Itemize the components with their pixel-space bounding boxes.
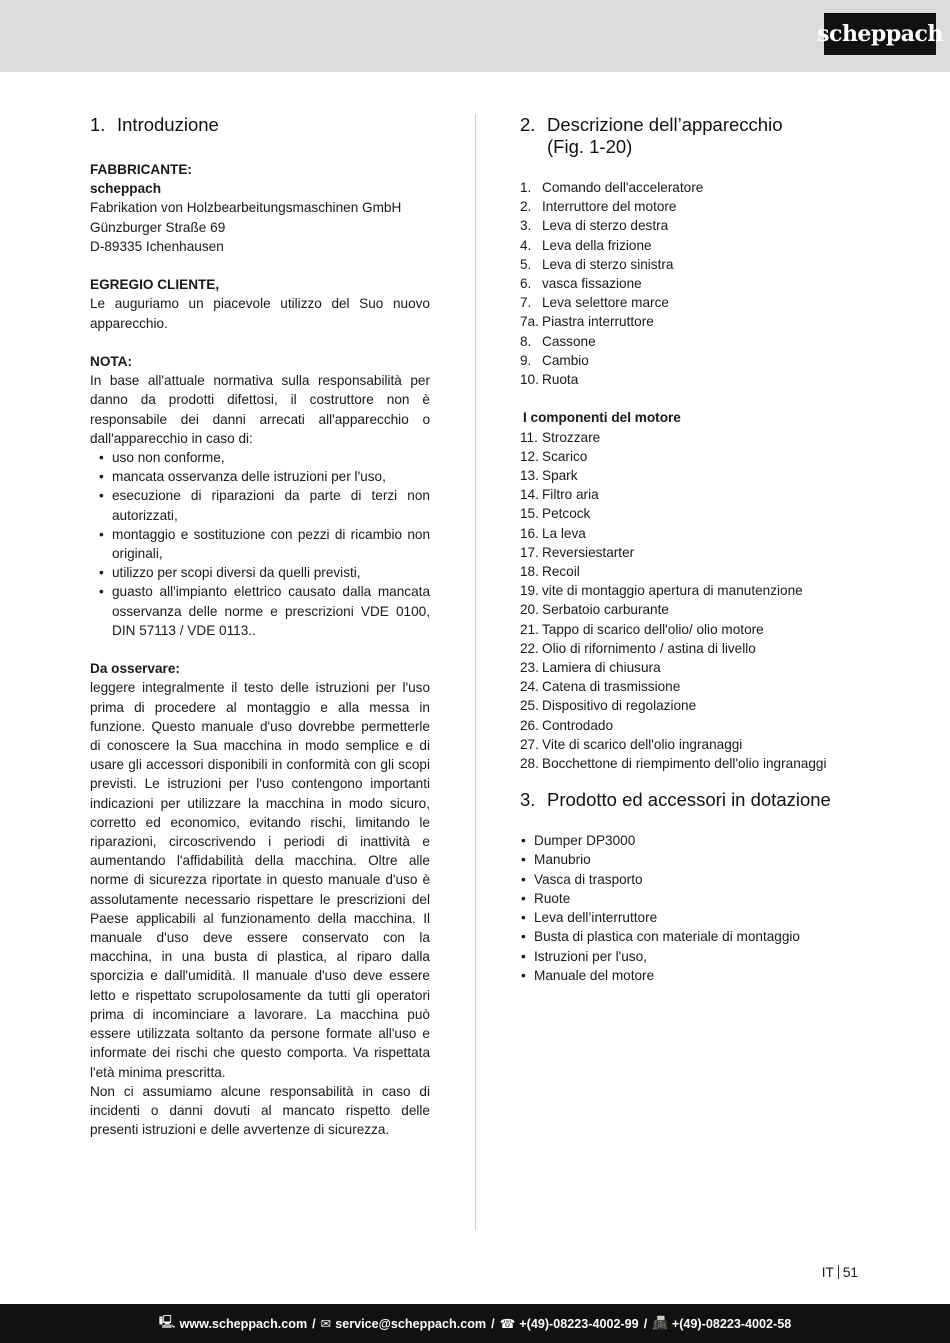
dear-customer-text: Le auguriamo un piacevole utilizzo del Suo nuovo apparecchio. <box>90 296 430 331</box>
list-item: • guasto all'impianto elettrico causato dalla mancata osservanza delle norme e prescrizioni VDE 0100, DIN 57113 / VDE 0113.. <box>90 582 430 640</box>
footer-fax: +(49)-08223-4002-58 <box>671 1316 792 1331</box>
part-number: 5. <box>520 256 532 272</box>
part-item <box>520 658 880 677</box>
list-item: • Leva dell’interruttore <box>520 908 880 927</box>
part-label: Petcock <box>542 506 591 522</box>
part-item <box>520 735 880 754</box>
part-number: 26. <box>520 717 539 733</box>
part-item <box>520 581 880 600</box>
part-number: 6. <box>520 276 532 292</box>
list-item: • mancata osservanza delle istruzioni per l'uso, <box>90 467 430 486</box>
part-item <box>520 562 880 581</box>
parts-list <box>520 178 880 389</box>
part-number: 20. <box>520 602 539 618</box>
right-column <box>520 114 880 985</box>
footer-web[interactable]: www.scheppach.com <box>179 1316 308 1331</box>
observe-label: Da osservare: <box>90 661 180 677</box>
column-divider <box>475 114 476 1230</box>
part-item <box>520 178 880 197</box>
part-number: 18. <box>520 564 539 580</box>
manufacturer-label: FABBRICANTE: <box>90 162 192 177</box>
part-item <box>520 274 880 293</box>
part-number: 19. <box>520 583 539 599</box>
list-item: • Busta di plastica con materiale di montaggio <box>520 927 880 946</box>
part-item <box>520 716 880 735</box>
engine-components-label: I componenti del motore <box>523 410 681 426</box>
part-number: 24. <box>520 679 539 695</box>
observe-text: leggere integralmente il testo delle istruzioni per l'uso prima di procedere al montaggio e alla messa in funzione. Questo manuale d'uso dovrebbe permetterle di conoscere la Sua macchina in modo semplice e di usare gli accessori disponibili in conformità con gli scopi previsti. Le istruzioni per l'uso contengono importanti indicazioni per utilizzare la macchina in modo sicuro, corretto ed economico, evitando rischi, limitando le riparazioni, circoscrivendo i periodi di inattività e aumentando l'affidabilità della macchina. Oltre alle norme di sicurezza riportate in questo manuale d'uso è assolutamente necessario rispettare le prescrizioni del Paese applicabili al funzionamento della macchina. Il manuale d'uso deve essere conservato con la macchina, in una busta di plastica, al riparo dalla sporcizia e dall'umidità. Il manuale d'uso deve essere letto e rispettato scrupolosamente da tutti gli operatori prima di incominciare a lavorare. La macchina può essere utilizzata soltanto da persone formate all'uso e informate dei rischi che questo comporta. Va rispettata l'età minima prescritta. <box>90 680 430 1080</box>
note-list <box>90 448 430 640</box>
part-item <box>520 543 880 562</box>
part-number: 22. <box>520 640 539 656</box>
part-item <box>520 639 880 658</box>
part-label: La leva <box>542 525 586 541</box>
part-item <box>520 236 880 255</box>
footer-email[interactable]: service@scheppach.com <box>335 1316 487 1331</box>
footer-phone: +(49)-08223-4002-99 <box>519 1316 639 1331</box>
manufacturer-name: scheppach <box>90 181 162 197</box>
part-label: Tappo di scarico dell'olio/ olio motore <box>542 621 764 637</box>
part-number: 1. <box>520 180 532 195</box>
part-number: 4. <box>520 237 532 253</box>
part-item <box>520 466 880 485</box>
section-1-heading: 1. Introduzione <box>90 114 219 135</box>
list-item: • Ruote <box>520 889 880 908</box>
dear-customer-label: EGREGIO CLIENTE, <box>90 277 220 293</box>
section-3-heading: 3. Prodotto ed accessori in dotazione <box>520 789 831 811</box>
page-number: IT 51 <box>821 1265 858 1280</box>
list-item: • Vasca di trasporto <box>520 870 880 889</box>
part-number: 9. <box>520 352 532 368</box>
part-number: 2. <box>520 199 532 215</box>
scheppach-logo <box>817 13 943 55</box>
address-line: Fabrikation von Holzbearbeitungsmaschinen GmbH <box>90 200 402 216</box>
part-label: Interruttore del motore <box>542 199 677 215</box>
fax-icon: 📠 <box>652 1316 668 1330</box>
part-number: 13. <box>520 468 539 484</box>
part-label: Cassone <box>542 333 596 349</box>
computer-icon: 🖳 <box>158 1315 176 1329</box>
part-label: Lamiera di chiusura <box>542 660 661 676</box>
part-label: Reversiestarter <box>542 544 635 560</box>
part-label: Dispositivo di regolazione <box>542 698 697 714</box>
part-item <box>520 428 880 447</box>
part-label: Cambio <box>542 352 589 368</box>
part-label: Bocchettone di riempimento dell'olio ingranaggi <box>542 756 827 772</box>
list-item: • uso non conforme, <box>90 448 430 467</box>
list-item: • Manubrio <box>520 850 880 869</box>
part-label: Vite di scarico dell'olio ingranaggi <box>542 736 743 752</box>
part-number: 14. <box>520 487 539 503</box>
part-number: 3. <box>520 218 532 234</box>
part-label: Spark <box>542 468 578 484</box>
part-item <box>520 293 880 312</box>
part-item <box>520 332 880 351</box>
part-item <box>520 255 880 274</box>
part-number: 7a. <box>520 314 539 330</box>
part-number: 17. <box>520 544 539 560</box>
note-text: In base all'attuale normativa sulla responsabilità per danno da prodotti difettosi, il costruttore non è responsabile dei danni arrecati all'apparecchio o dall'apparecchio in caso di: <box>90 373 430 446</box>
part-number: 28. <box>520 756 539 772</box>
list-item: • Dumper DP3000 <box>520 831 880 850</box>
part-label: Leva di sterzo destra <box>542 218 669 234</box>
part-item <box>520 197 880 216</box>
part-item <box>520 524 880 543</box>
part-item <box>520 754 880 773</box>
part-label: Ruota <box>542 372 579 388</box>
part-label: Olio di rifornimento / astina di livello <box>542 640 756 656</box>
part-label: Comando dell'acceleratore <box>542 180 704 195</box>
part-number: 25. <box>520 698 539 714</box>
part-label: Leva selettore marce <box>542 295 669 311</box>
part-item <box>520 370 880 389</box>
list-item: • Istruzioni per l'uso, <box>520 947 880 966</box>
part-label: Controdado <box>542 717 614 733</box>
address-line: Günzburger Straße 69 <box>90 219 226 235</box>
note-label: NOTA: <box>90 354 133 369</box>
part-number: 8. <box>520 333 532 349</box>
part-item <box>520 312 880 331</box>
part-item <box>520 447 880 466</box>
part-number: 12. <box>520 448 539 464</box>
part-number: 10. <box>520 372 539 388</box>
mail-icon: ✉ <box>320 1317 332 1331</box>
part-number: 21. <box>520 621 539 637</box>
phone-icon: ☎ <box>499 1317 516 1331</box>
part-number: 11. <box>520 429 538 445</box>
part-item <box>520 696 880 715</box>
liability-text: Non ci assumiamo alcune responsabilità in caso di incidenti o danni dovuti al mancato rispetto delle presenti istruzioni e delle avvertenze di sicurezza. <box>90 1083 430 1138</box>
part-label: Leva di sterzo sinistra <box>542 256 674 272</box>
part-label: vasca fissazione <box>542 276 642 292</box>
part-label: Recoil <box>542 564 580 580</box>
list-item: • Manuale del motore <box>520 966 880 985</box>
part-label: vite di montaggio apertura di manutenzione <box>542 583 803 599</box>
part-number: 7. <box>520 295 532 311</box>
list-item: • utilizzo per scopi diversi da quelli previsti, <box>90 563 430 582</box>
part-label: Piastra interruttore <box>542 314 654 330</box>
part-label: Scarico <box>542 448 588 464</box>
part-item <box>520 216 880 235</box>
list-item: • esecuzione di riparazioni da parte di terzi non autorizzati, <box>90 486 430 524</box>
part-number: 27. <box>520 736 539 752</box>
part-item <box>520 620 880 639</box>
scope-of-delivery-list <box>520 831 880 985</box>
part-label: Filtro aria <box>542 487 599 503</box>
address-line: D-89335 Ichenhausen <box>90 238 224 254</box>
part-number: 23. <box>520 660 539 676</box>
footer-bar: 🖳 www.scheppach.com / ✉ service@scheppach.com / ☎ +(49)-08223-4002-99 / 📠 +(49)-08223-4002-58 <box>0 1304 950 1343</box>
logo-text: scheppach <box>817 21 943 47</box>
part-number: 15. <box>520 506 539 522</box>
part-item <box>520 504 880 523</box>
engine-parts-list <box>520 428 880 774</box>
part-item <box>520 677 880 696</box>
section-2-heading: 2. Descrizione dell’apparecchio (Fig. 1-20) <box>520 114 783 157</box>
part-number: 16. <box>520 525 539 541</box>
left-column <box>90 114 430 1139</box>
part-label: Strozzare <box>542 429 601 445</box>
header-band <box>0 0 950 72</box>
part-label: Catena di trasmissione <box>542 679 681 695</box>
part-label: Serbatoio carburante <box>542 602 669 618</box>
part-item <box>520 485 880 504</box>
part-label: Leva della frizione <box>542 237 652 253</box>
part-item <box>520 600 880 619</box>
list-item: • montaggio e sostituzione con pezzi di ricambio non originali, <box>90 525 430 563</box>
part-item <box>520 351 880 370</box>
